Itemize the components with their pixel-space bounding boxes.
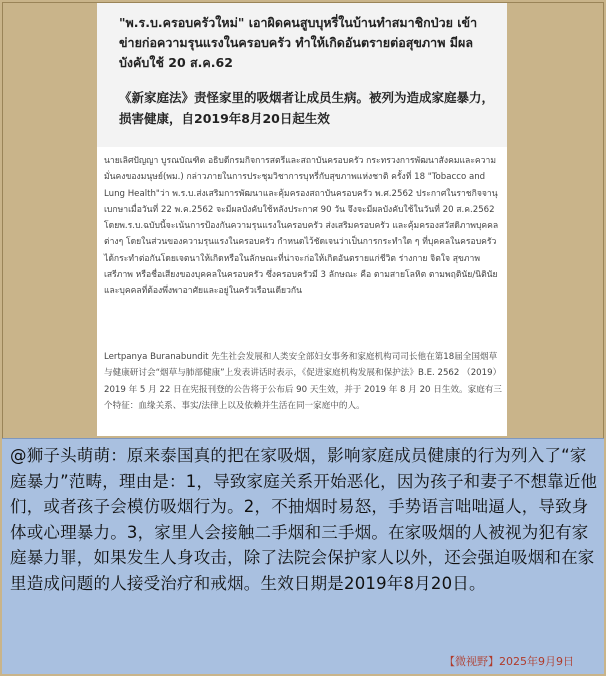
article-screenshot: [97, 3, 507, 436]
body-chinese-paragraph: Lertpanya Buranabundit 先生社会发展和人类安全部妇女事务和家庭机构司司长他在第18届全国烟草与健康研讨会“烟草与肺部健康”上发表讲话时表示，《促进家庭机构发展和保护法》B.E. 2562 （2019）2019 年 5 月 22 日在宪报刊登的公告将于公布后 90 天生效，并于 2019 年 8 月 20 日生效。家庭有三个特征：血缘关系、事实/法律上以及依赖并生活在同一家庭中的人。: [104, 352, 502, 411]
body-thai-paragraph: นายเลิศปัญญา บูรณบัณฑิต อธิบดีกรมกิจการสตรีและสถาบันครอบครัว กระทรวงการพัฒนาสังคมและความมั่นคงของมนุษย์(พม.) กล่าวภายในการประชุมวิชาการบุหรี่กับสุขภาพแห่งชาติ ครั้งที่ 18 "Tobacco and Lung Health"ว่า พ.ร.บ.ส่งเสริมการพัฒนาและคุ้มครองสถาบันครอบครัว พ.ศ.2562 ประกาศในราชกิจจานุเบกษาเมื่อวันที่ 22 พ.ค.2562 จะมีผลบังคับใช้หลังประกาศ 90 วัน จึงจะมีผลบังคับใช้ในวันที่ 20 ส.ค.2562 โดยพ.ร.บ.ฉบับนี้จะเน้นการป้องกันความรุนแรงในครอบครัว ส่งเสริมครอบครัว และคุ้มครองสวัสดิภาพบุคคลต่างๆ โดยในส่วนของความรุนแรงในครอบครัว กำหนดไว้ชัดเจนว่าเป็นการกระทำใด ๆ ที่บุคคลในครอบครัวได้กระทำต่อกันโดยเจตนาให้เกิดหรือในลักษณะที่น่าจะก่อให้เกิดอันตรายแก่ชีวิต ร่างกาย จิตใจ สุขภาพ เสรีภาพ หรือชื่อเสียงของบุคคลในครอบครัว ซึ่งครอบครัวมี 3 ลักษณะ คือ ตามสายโลหิต ตามพฤตินัย/นิตินัย และบุคคลที่ต้องพึ่งพาอาศัยและอยู่ในครัวเรือนเดียวกัน: [104, 156, 499, 297]
footer-bar: [2, 652, 604, 674]
headline-chinese: 《新家庭法》责怪家里的吸烟者让成员生病。被列为造成家庭暴力，损害健康，自2019年8月20日起生效: [119, 90, 495, 126]
headline-block: [97, 3, 507, 147]
comment-text: @狮子头萌萌：原来泰国真的把在家吸烟，影响家庭成员健康的行为列入了“家庭暴力”范畴，理由是：1，导致家庭关系开始恶化，因为孩子和妻子不想靠近他们，或者孩子会模仿吸烟行为。2，不抽烟时易怒，手势语言咄咄逼人，导致身体或心理暴力。3，家里人会接触二手烟和三手烟。在家吸烟的人被视为犯有家庭暴力罪，如果发生人身攻击，除了法院会保护家人以外，还会强迫吸烟和在家里造成问题的人接受治疗和戒烟。生效日期是2019年8月20日。: [10, 446, 598, 593]
source-label: 【微视野】2025年9月9日: [444, 655, 574, 668]
comment-box: [2, 438, 604, 653]
headline-thai: "พ.ร.บ.ครอบครัวใหม่" เอาผิดคนสูบบุหรี่ในบ้านทำสมาชิกป่วย เข้าข่ายก่อความรุนแรงในครอบครัว ทำให้เกิดอันตรายต่อสุขภาพ มีผลบังคับใช้ 20 ส.ค.62: [119, 15, 478, 70]
